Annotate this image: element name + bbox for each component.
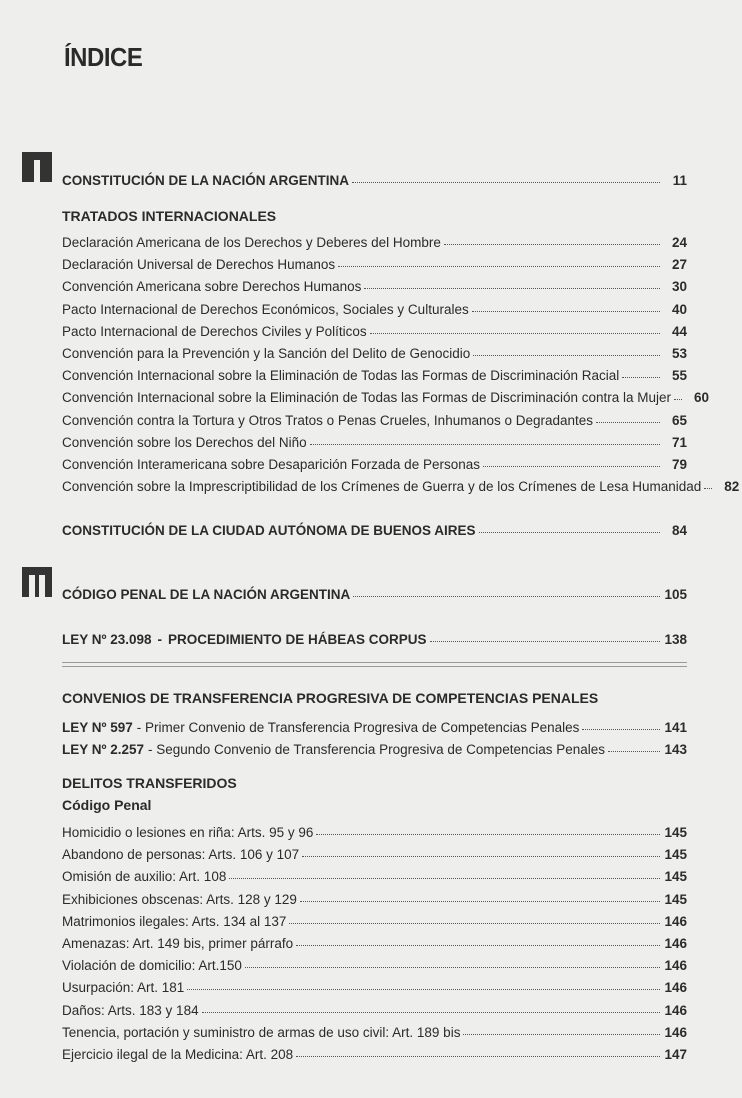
dot-leader xyxy=(370,333,660,334)
toc-entry-label: Tenencia, portación y suministro de armas de uso civil: Art. 189 bis xyxy=(62,1024,461,1040)
dot-leader xyxy=(187,989,660,990)
toc-entry-codigo-penal[interactable] xyxy=(62,582,687,602)
part-two-marker xyxy=(22,567,52,597)
toc-entry[interactable] xyxy=(62,1042,687,1062)
dot-leader xyxy=(674,399,682,400)
dot-leader xyxy=(245,967,660,968)
dot-leader xyxy=(316,834,660,835)
dot-leader xyxy=(596,422,660,423)
section-heading-tratados: TRATADOS INTERNACIONALES xyxy=(62,208,277,224)
dot-leader xyxy=(353,596,660,597)
section-heading-convenios: CONVENIOS DE TRANSFERENCIA PROGRESIVA DE COMPETENCIAS PENALES xyxy=(62,690,599,706)
dot-leader xyxy=(608,751,660,752)
toc-entry-label: - Segundo Convenio de Transferencia Progresiva de Competencias Penales xyxy=(147,742,606,757)
toc-entry-page: 146 xyxy=(664,936,687,951)
toc-entry-page: 55 xyxy=(671,368,687,384)
toc-entry-page: 145 xyxy=(664,891,687,907)
toc-entry-page: 40 xyxy=(671,301,687,317)
toc-entry-habeas-corpus[interactable] xyxy=(62,627,687,647)
toc-entry-page: 147 xyxy=(664,1047,687,1062)
toc-entry-page: 65 xyxy=(671,412,687,428)
section-heading-delitos: DELITOS TRANSFERIDOS xyxy=(62,775,237,791)
toc-entry-page: 146 xyxy=(664,1002,687,1018)
toc-entry[interactable] xyxy=(62,864,687,884)
toc-entry-label: Pacto Internacional de Derechos Económicos, Sociales y Culturales xyxy=(62,301,469,317)
toc-entry-page: 30 xyxy=(671,279,687,295)
toc-entry-label: Convención contra la Tortura y Otros Tratos o Penas Crueles, Inhumanos o Degradantes xyxy=(62,412,594,428)
toc-entry[interactable] xyxy=(62,909,687,929)
toc-entry[interactable] xyxy=(62,953,687,973)
toc-entry[interactable] xyxy=(62,385,710,406)
toc-entry-label: Exhibiciones obscenas: Arts. 128 y 129 xyxy=(62,891,297,907)
toc-entry-label: Convención sobre los Derechos del Niño xyxy=(62,434,307,450)
toc-entry-page: 146 xyxy=(664,958,687,974)
toc-entry-label: Abandono de personas: Arts. 106 y 107 xyxy=(62,847,300,863)
dot-leader xyxy=(463,1034,660,1035)
toc-entry-page: 138 xyxy=(664,632,687,647)
toc-entry-label: Amenazas: Art. 149 bis, primer párrafo xyxy=(62,936,294,951)
toc-entry[interactable] xyxy=(62,230,687,250)
dot-leader xyxy=(444,244,660,245)
dot-leader xyxy=(473,355,660,356)
toc-entry[interactable] xyxy=(62,274,687,294)
toc-entry[interactable] xyxy=(62,474,740,495)
dot-leader xyxy=(229,878,660,879)
toc-entry-label: Ejercicio ilegal de la Medicina: Art. 208 xyxy=(62,1047,294,1062)
toc-entry[interactable] xyxy=(62,975,687,995)
toc-entry-page: 44 xyxy=(671,323,687,339)
toc-entry-label: Pacto Internacional de Derechos Civiles y Políticos xyxy=(62,323,367,339)
toc-entry-label: CÓDIGO PENAL DE LA NACIÓN ARGENTINA xyxy=(62,587,351,602)
law-number: LEY Nº 23.098 xyxy=(62,632,152,647)
toc-entry[interactable] xyxy=(62,363,687,383)
toc-entry-label: Convención Americana sobre Derechos Humanos xyxy=(62,279,362,295)
toc-entry-page: 145 xyxy=(664,847,687,863)
toc-entry[interactable] xyxy=(62,820,687,840)
toc-entry-page: 146 xyxy=(664,1024,687,1040)
toc-entry-constitucion-caba[interactable] xyxy=(62,518,687,538)
toc-entry-label: - Primer Convenio de Transferencia Progresiva de Competencias Penales xyxy=(136,720,580,735)
toc-entry-page: 146 xyxy=(664,913,687,929)
toc-entry-page: 141 xyxy=(664,720,687,735)
dot-leader xyxy=(302,856,660,857)
dot-leader xyxy=(582,729,660,730)
toc-entry-label: PROCEDIMIENTO DE HÁBEAS CORPUS xyxy=(167,632,427,647)
toc-entry[interactable] xyxy=(62,1020,687,1040)
toc-entry-page: 53 xyxy=(671,346,687,361)
dot-leader xyxy=(296,1056,660,1057)
page-title: ÍNDICE xyxy=(64,42,143,72)
toc-entry-page: 82 xyxy=(724,479,740,495)
dot-leader xyxy=(483,466,660,467)
toc-entry[interactable] xyxy=(62,737,687,757)
toc-entry[interactable] xyxy=(62,408,687,428)
toc-entry-label: Declaración Universal de Derechos Humanos xyxy=(62,257,336,273)
dot-leader xyxy=(296,945,660,946)
toc-entry-label: Convención para la Prevención y la Sanción del Delito de Genocidio xyxy=(62,346,471,361)
toc-entry-page: 60 xyxy=(694,390,710,406)
law-number: LEY Nº 597 xyxy=(62,720,133,735)
toc-entry-page: 146 xyxy=(664,980,687,996)
dot-leader xyxy=(472,311,660,312)
toc-entry[interactable] xyxy=(62,998,687,1018)
dot-leader xyxy=(338,266,660,267)
toc-entry-page: 71 xyxy=(671,434,687,450)
toc-entry-label: Matrimonios ilegales: Arts. 134 al 137 xyxy=(62,913,287,929)
toc-entry-label: Daños: Arts. 183 y 184 xyxy=(62,1002,199,1018)
toc-entry-label: Homicidio o lesiones en riña: Arts. 95 y 96 xyxy=(62,825,314,840)
separator: - xyxy=(157,632,162,647)
toc-entry[interactable] xyxy=(62,252,687,272)
dot-leader xyxy=(622,377,660,378)
toc-entry-label: Convención Interamericana sobre Desaparición Forzada de Personas xyxy=(62,457,480,472)
toc-entry-page: 84 xyxy=(671,523,687,538)
toc-entry-label: Convención sobre la Imprescriptibilidad de los Crímenes de Guerra y de los Crímenes de Lesa Humanidad xyxy=(62,479,702,495)
toc-entry-page: 145 xyxy=(664,869,687,885)
toc-entry-constitucion-nacion[interactable] xyxy=(62,168,687,188)
dot-leader xyxy=(352,182,660,183)
toc-entry[interactable] xyxy=(62,715,687,735)
toc-entry-label: Omisión de auxilio: Art. 108 xyxy=(62,869,227,885)
toc-entry-label: Convención Internacional sobre la Eliminación de Todas las Formas de Discriminación contra la Mujer xyxy=(62,390,672,406)
dot-leader xyxy=(310,444,660,445)
law-number: LEY Nº 2.257 xyxy=(62,742,144,757)
toc-entry-label: Usurpación: Art. 181 xyxy=(62,980,185,996)
section-divider xyxy=(62,662,687,667)
toc-entry[interactable] xyxy=(62,842,687,862)
dot-leader xyxy=(364,288,660,289)
part-one-marker xyxy=(22,152,52,182)
toc-entry-page: 145 xyxy=(664,825,687,840)
dot-leader xyxy=(289,923,660,924)
toc-entry-page: 79 xyxy=(671,457,687,472)
toc-entry[interactable] xyxy=(62,931,687,951)
toc-entry[interactable] xyxy=(62,297,687,317)
toc-entry[interactable] xyxy=(62,341,687,361)
subsection-heading-codigo-penal: Código Penal xyxy=(62,797,152,813)
toc-entry-label: Declaración Americana de los Derechos y Deberes del Hombre xyxy=(62,235,441,250)
toc-entry-page: 24 xyxy=(671,235,687,250)
toc-entry-page: 105 xyxy=(664,587,687,602)
toc-entry[interactable] xyxy=(62,430,687,450)
dot-leader xyxy=(704,488,712,489)
toc-entry-page: 143 xyxy=(664,742,687,757)
toc-entry-label: CONSTITUCIÓN DE LA CIUDAD AUTÓNOMA DE BUENOS AIRES xyxy=(62,523,476,538)
toc-entry-label: Convención Internacional sobre la Eliminación de Todas las Formas de Discriminación Racial xyxy=(62,368,620,384)
dot-leader xyxy=(479,532,660,533)
toc-entry-page: 11 xyxy=(672,173,687,188)
dot-leader xyxy=(202,1012,660,1013)
dot-leader xyxy=(300,901,660,902)
toc-entry-page: 27 xyxy=(671,257,687,273)
toc-entry-label: Violación de domicilio: Art.150 xyxy=(62,958,242,974)
toc-entry[interactable] xyxy=(62,452,687,472)
toc-entry[interactable] xyxy=(62,319,687,339)
dot-leader xyxy=(430,641,660,642)
toc-entry[interactable] xyxy=(62,887,687,907)
toc-entry-label: CONSTITUCIÓN DE LA NACIÓN ARGENTINA xyxy=(62,173,349,188)
